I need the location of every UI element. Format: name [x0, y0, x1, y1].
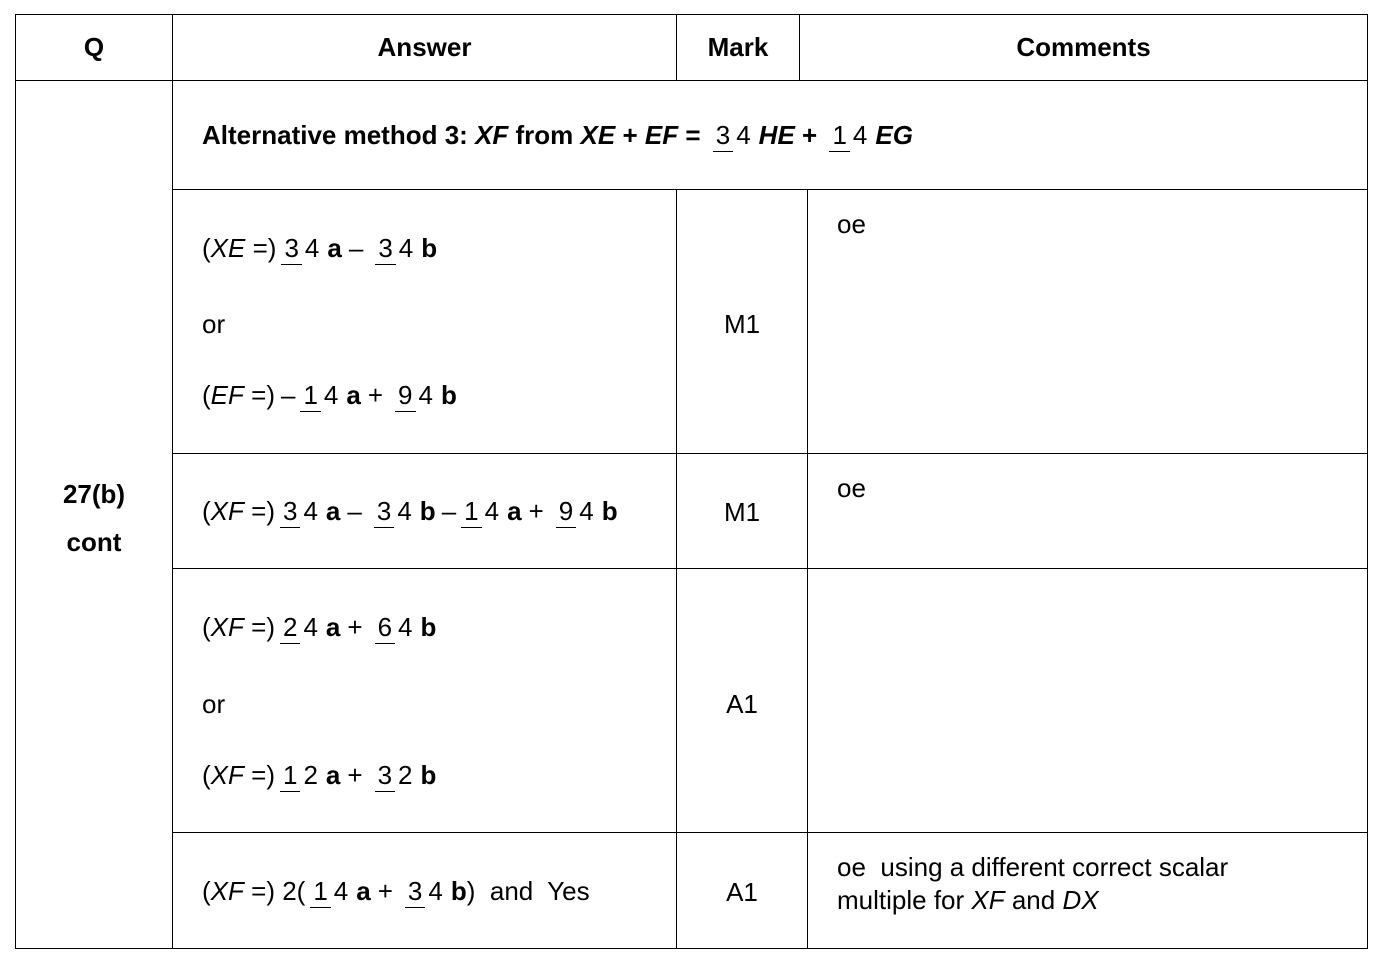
method-he: HE: [758, 119, 795, 150]
row1-mark: M1: [723, 309, 761, 339]
method-fraction-2: [829, 119, 870, 152]
row2-comment: oe: [837, 473, 866, 503]
equals-close: =): [243, 759, 275, 790]
question-number-label: 27(b): [62, 479, 126, 509]
fraction-numerator: 6: [375, 614, 395, 644]
fraction-denominator: 4: [304, 232, 320, 263]
row3-mark: A1: [726, 689, 758, 719]
fraction-numerator: 3: [405, 878, 425, 908]
equals-close: =): [245, 232, 277, 263]
fraction-denominator: 4: [736, 119, 751, 150]
fraction: [405, 875, 446, 908]
mark-comment-divider: [807, 189, 808, 949]
fraction-denominator: 4: [484, 495, 500, 526]
method-xe: XE: [580, 119, 616, 150]
row1-or: or: [202, 309, 226, 339]
method-ef: EF: [644, 119, 679, 150]
operator: +: [528, 495, 544, 526]
and-yes: ) and Yes: [466, 875, 590, 906]
fraction-numerator: 1: [280, 762, 300, 792]
vector-b: b: [450, 875, 467, 906]
q-column-divider: [172, 14, 173, 949]
open-paren: (: [202, 379, 211, 410]
fraction-numerator: 9: [395, 382, 415, 412]
open-paren: (: [202, 611, 211, 642]
method-xf: XF: [475, 119, 509, 150]
method-fraction-1: [713, 119, 754, 152]
row-divider-2: [172, 568, 1368, 569]
fraction: [395, 379, 436, 412]
fraction-numerator: 3: [280, 498, 300, 528]
row4-comment: [837, 851, 1228, 917]
row3-xf-expression-2: [202, 741, 436, 809]
fraction: [280, 495, 321, 528]
row2-mark: M1: [723, 497, 761, 527]
method-plus-1: +: [615, 119, 645, 150]
fraction-denominator: 2: [303, 759, 318, 790]
operator: –: [441, 495, 457, 526]
fraction-numerator: 2: [280, 614, 300, 644]
header-answer: Answer: [377, 32, 472, 62]
vector-b: b: [601, 495, 618, 526]
vector-b: b: [420, 611, 437, 642]
row1-comment: oe: [837, 209, 866, 239]
vector-a: a: [325, 759, 341, 790]
method-from: from: [508, 119, 581, 150]
vector-name: XF: [210, 611, 244, 642]
fraction: [375, 611, 416, 644]
open-paren: (: [202, 759, 211, 790]
table-border-bottom: [15, 948, 1368, 949]
row4-comment-line1: oe using a different correct scalar: [837, 852, 1229, 882]
equals-close: =): [243, 379, 275, 410]
operator: +: [367, 379, 384, 410]
equals-close: =) 2(: [243, 875, 306, 906]
row4-xf-expression: [202, 857, 590, 925]
fraction-numerator: 1: [461, 498, 481, 528]
open-paren: (: [202, 495, 211, 526]
comment-dx: DX: [1062, 885, 1099, 915]
vector-name: EF: [210, 379, 244, 410]
row1-ef-expression: [202, 361, 457, 429]
header-divider: [15, 80, 1368, 81]
header-q: Q: [83, 32, 105, 62]
fraction-denominator: 2: [398, 759, 413, 790]
fraction-numerator: 3: [713, 122, 733, 152]
open-paren: (: [202, 875, 211, 906]
question-cont-label: cont: [66, 527, 122, 557]
vector-a: a: [325, 611, 341, 642]
fraction-numerator: 3: [375, 762, 395, 792]
vector-name: XE: [210, 232, 246, 263]
fraction: [374, 495, 415, 528]
row4-comment-line2: [837, 884, 1228, 917]
fraction: [375, 759, 416, 792]
fraction-denominator: 4: [852, 119, 868, 150]
fraction-numerator: 3: [281, 235, 301, 265]
method-divider: [172, 189, 1368, 190]
question-number: [16, 470, 172, 566]
fraction-denominator: 4: [333, 875, 349, 906]
fraction: [300, 379, 341, 412]
row3-or: or: [202, 689, 226, 719]
fraction-denominator: 4: [579, 495, 594, 526]
fraction-denominator: 4: [303, 611, 318, 642]
vector-a: a: [346, 379, 361, 410]
row3-xf-expression-1: [202, 593, 436, 661]
vector-b: b: [419, 495, 436, 526]
minus-sign: –: [280, 379, 296, 410]
fraction: [556, 495, 597, 528]
header-comments: Comments: [1016, 32, 1151, 62]
vector-b: b: [421, 232, 438, 263]
row4-mark: A1: [726, 877, 758, 907]
fraction: [281, 232, 322, 265]
comment-xf: XF: [971, 885, 1005, 915]
vector-a: a: [325, 495, 341, 526]
row-divider-3: [172, 832, 1368, 833]
fraction-numerator: 9: [556, 498, 576, 528]
fraction-numerator: 1: [310, 878, 330, 908]
answer-mark-divider: [676, 189, 677, 949]
method-eg: EG: [875, 119, 913, 150]
row1-xe-expression: [202, 214, 437, 282]
operator: –: [347, 495, 362, 526]
fraction: [280, 759, 321, 792]
vector-name: XF: [210, 495, 244, 526]
method-plus-2: +: [794, 119, 825, 150]
equals-close: =): [243, 611, 275, 642]
row2-xf-expression: [202, 477, 618, 545]
fraction-numerator: 3: [374, 498, 394, 528]
fraction: [461, 495, 502, 528]
vector-name: XF: [210, 875, 244, 906]
fraction: [375, 232, 416, 265]
vector-name: XF: [210, 759, 244, 790]
fraction: [280, 611, 321, 644]
row-divider-1: [172, 453, 1368, 454]
method-prefix: Alternative method 3:: [202, 119, 476, 150]
fraction-numerator: 1: [829, 122, 849, 152]
open-paren: (: [202, 232, 211, 263]
vector-a: a: [356, 875, 371, 906]
method-equals: =: [678, 119, 708, 150]
fraction-denominator: 4: [303, 495, 318, 526]
fraction-numerator: 1: [300, 382, 320, 412]
fraction-denominator: 4: [428, 875, 443, 906]
operator: +: [347, 611, 363, 642]
operator: +: [377, 875, 393, 906]
fraction-denominator: 4: [397, 495, 412, 526]
vector-a: a: [507, 495, 522, 526]
table-border-right: [1367, 14, 1368, 949]
vector-b: b: [440, 379, 457, 410]
operator: +: [347, 759, 363, 790]
equals-close: =): [243, 495, 275, 526]
vector-a: a: [327, 232, 342, 263]
fraction-denominator: 4: [418, 379, 433, 410]
vector-b: b: [420, 759, 437, 790]
operator: –: [348, 232, 364, 263]
method-heading: [202, 100, 913, 170]
fraction-denominator: 4: [323, 379, 339, 410]
fraction: [310, 875, 351, 908]
fraction-numerator: 3: [375, 235, 395, 265]
comment-text: multiple for: [837, 885, 972, 915]
header-mark: Mark: [707, 32, 769, 62]
fraction-denominator: 4: [398, 611, 413, 642]
comment-text: and: [1004, 885, 1063, 915]
fraction-denominator: 4: [398, 232, 414, 263]
